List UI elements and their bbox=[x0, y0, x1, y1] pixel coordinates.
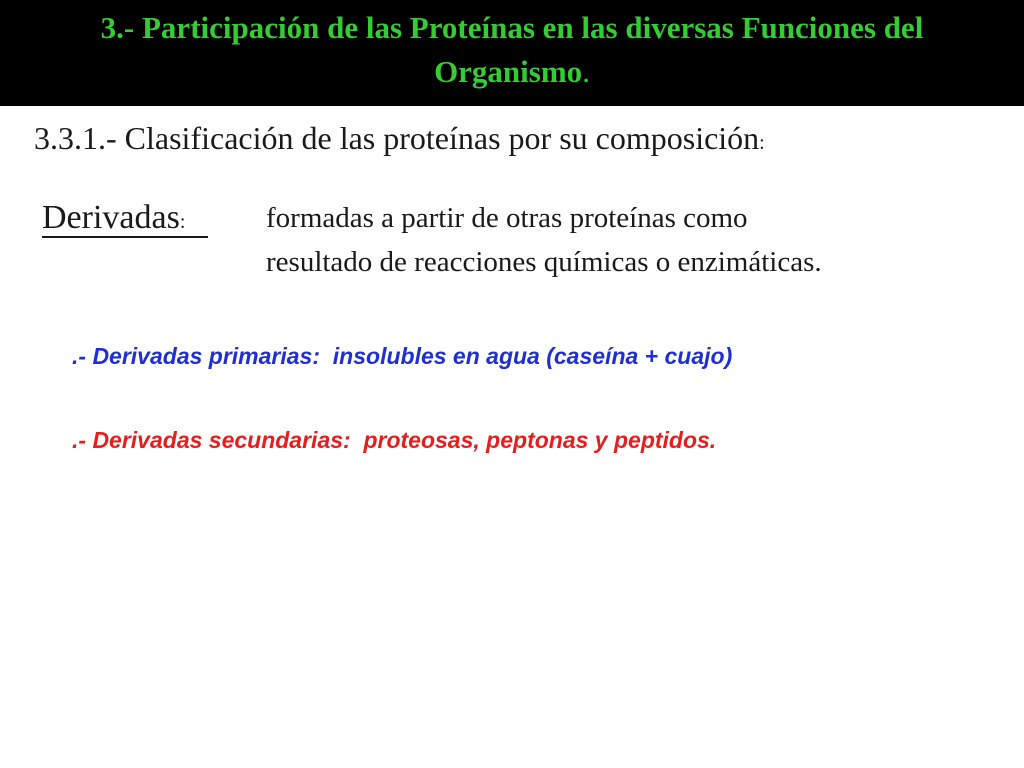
slide-title bbox=[20, 6, 1004, 94]
bullet-primary bbox=[72, 340, 732, 372]
section-subtitle-text: 3.3.1.- Clasificación de las proteínas por su composición bbox=[34, 120, 760, 156]
term-colon: : bbox=[179, 211, 186, 233]
slide-title-text: 3.- Participación de las Proteínas en las diversas Funciones del Organismo bbox=[100, 10, 924, 89]
term-definition bbox=[266, 196, 1006, 284]
bullet-secondary-text: proteosas, peptonas y peptidos. bbox=[363, 427, 717, 453]
definition-line-2: resultado de reacciones químicas o enzimáticas. bbox=[266, 246, 822, 278]
definition-line-1: formadas a partir de otras proteínas como bbox=[266, 202, 748, 234]
bullet-primary-text: insolubles en agua (caseína + cuajo) bbox=[332, 343, 733, 369]
bullet-primary-prefix: .- Derivadas primarias: bbox=[72, 343, 333, 369]
term-label: Derivadas bbox=[42, 199, 180, 236]
term-underline bbox=[42, 236, 208, 238]
section-subtitle-colon: : bbox=[759, 132, 765, 154]
title-bar bbox=[0, 0, 1024, 106]
slide-title-period: . bbox=[582, 54, 590, 89]
bullet-secondary-prefix: .- Derivadas secundarias: bbox=[72, 427, 364, 453]
section-subtitle bbox=[34, 116, 1014, 165]
bullet-secondary bbox=[72, 424, 716, 456]
